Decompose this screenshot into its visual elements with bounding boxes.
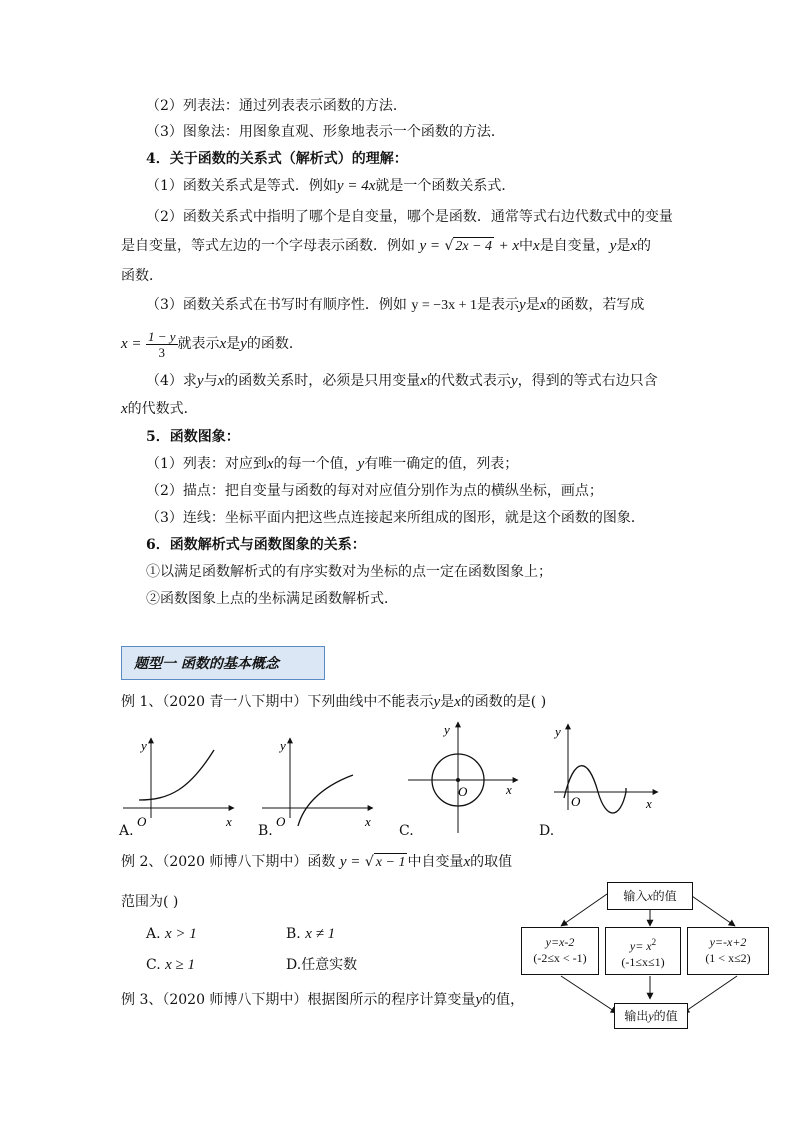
heading-5: 5．函数图象： — [146, 429, 240, 445]
axis-y-label: y — [555, 724, 561, 739]
origin-label: O — [458, 784, 468, 799]
ex2-option-a: A. x > 1 — [146, 926, 197, 942]
graph-method-text: （3）图象法：用图象直观、形象地表示一个函数的方法． — [146, 124, 505, 140]
example-2-range: 范围为( ) — [121, 894, 179, 910]
axis-x-label: x — [365, 814, 371, 829]
option-d-label: D. — [539, 823, 555, 839]
para-4-3-line1: （3）函数关系式在书写时有顺序性．例如 y = −3x + 1是表示y是x的函数，若写成 — [146, 297, 645, 313]
graph-d — [540, 720, 665, 820]
origin-label: O — [137, 814, 147, 829]
axis-x-label: x — [646, 796, 652, 811]
option-a-label: A. — [119, 823, 134, 839]
ex2-option-c: C. x ≥ 1 — [146, 957, 196, 973]
ex2-option-b: B. x ≠ 1 — [286, 926, 336, 942]
para-5-3: （3）连线：坐标平面内把这些点连接起来所组成的图形，就是这个函数的图象． — [146, 510, 645, 526]
para-4-2-line3: 函数． — [121, 268, 163, 284]
graph-a — [119, 730, 244, 840]
para-6-1: ①以满足函数解析式的有序实数对为坐标的点一定在函数图象上； — [146, 564, 552, 580]
ex2-option-d: D.任意实数 — [286, 957, 358, 973]
origin-label: O — [571, 794, 581, 809]
flow-box-2: $y= x^2$ (-1≤x≤1) — [605, 927, 681, 975]
heading-4: 4．关于函数的关系式（解析式）的理解： — [146, 151, 408, 167]
para-4-4-line2: x的代数式． — [121, 401, 198, 417]
example-3-question: 例 3、（2020 师博八下期中）根据图所示的程序计算变量y的值， — [121, 992, 525, 1008]
para-4-3-line2: x = $\frac{1 - y}{3}$ 就表示x是y的函数． — [121, 328, 303, 360]
flow-output-box: 输出y的值 — [614, 1003, 688, 1029]
example-1-question: 例 1、（2020 青一八下期中）下列曲线中不能表示y是x的函数的是( ) — [121, 694, 547, 710]
graph-c — [402, 718, 527, 838]
para-5-2: （2）描点：把自变量与函数的每对对应值分别作为点的横纵坐标，画点； — [146, 483, 603, 499]
origin-label: O — [276, 814, 286, 829]
flow-box-1: y=x-2 (-2≤x < -1) — [521, 927, 599, 975]
para-4-1: （1）函数关系式是等式．例如y = 4x就是一个函数关系式． — [146, 178, 516, 194]
heading-6: 6．函数解析式与函数图象的关系： — [146, 537, 366, 553]
axis-y-label: y — [141, 738, 147, 753]
list-method-text: （2）列表法：通过列表表示函数的方法． — [146, 98, 407, 114]
axis-y-label: y — [280, 738, 286, 753]
axis-y-label: y — [444, 722, 450, 737]
axis-x-label: x — [506, 782, 512, 797]
para-5-1: （1）列表：对应到x的每一个值，y有唯一确定的值，列表； — [146, 456, 519, 472]
flow-input-box: 输入x的值 — [607, 882, 693, 910]
option-b-label: B. — [258, 823, 273, 839]
fraction: $\frac{1 - y}{3}$ — [147, 328, 176, 360]
para-4-2-line2: 是自变量，等式左边的一个字母表示函数．例如 y = √ 2x − 4 + x中x是自变量，y是x的 — [121, 238, 652, 254]
para-4-2-line1: （2）函数关系式中指明了哪个是自变量，哪个是函数．通常等式右边代数式中的变量 — [146, 209, 673, 225]
option-c-label: C. — [399, 823, 414, 839]
graph-b — [258, 730, 383, 840]
section-banner: 题型一 函数的基本概念 — [121, 646, 325, 680]
example-2-question: 例 2、（2020 师博八下期中）函数 y = √ x − 1 中自变量x的取值 — [121, 854, 513, 870]
para-4-4-line1: （4）求y与x的函数关系时，必须是只用变量x的代数式表示y，得到的等式右边只含 — [146, 373, 658, 389]
axis-x-label: x — [226, 814, 232, 829]
para-6-2: ②函数图象上点的坐标满足函数解析式． — [146, 591, 398, 607]
flow-box-3: y=-x+2 (1 < x≤2) — [687, 927, 769, 975]
